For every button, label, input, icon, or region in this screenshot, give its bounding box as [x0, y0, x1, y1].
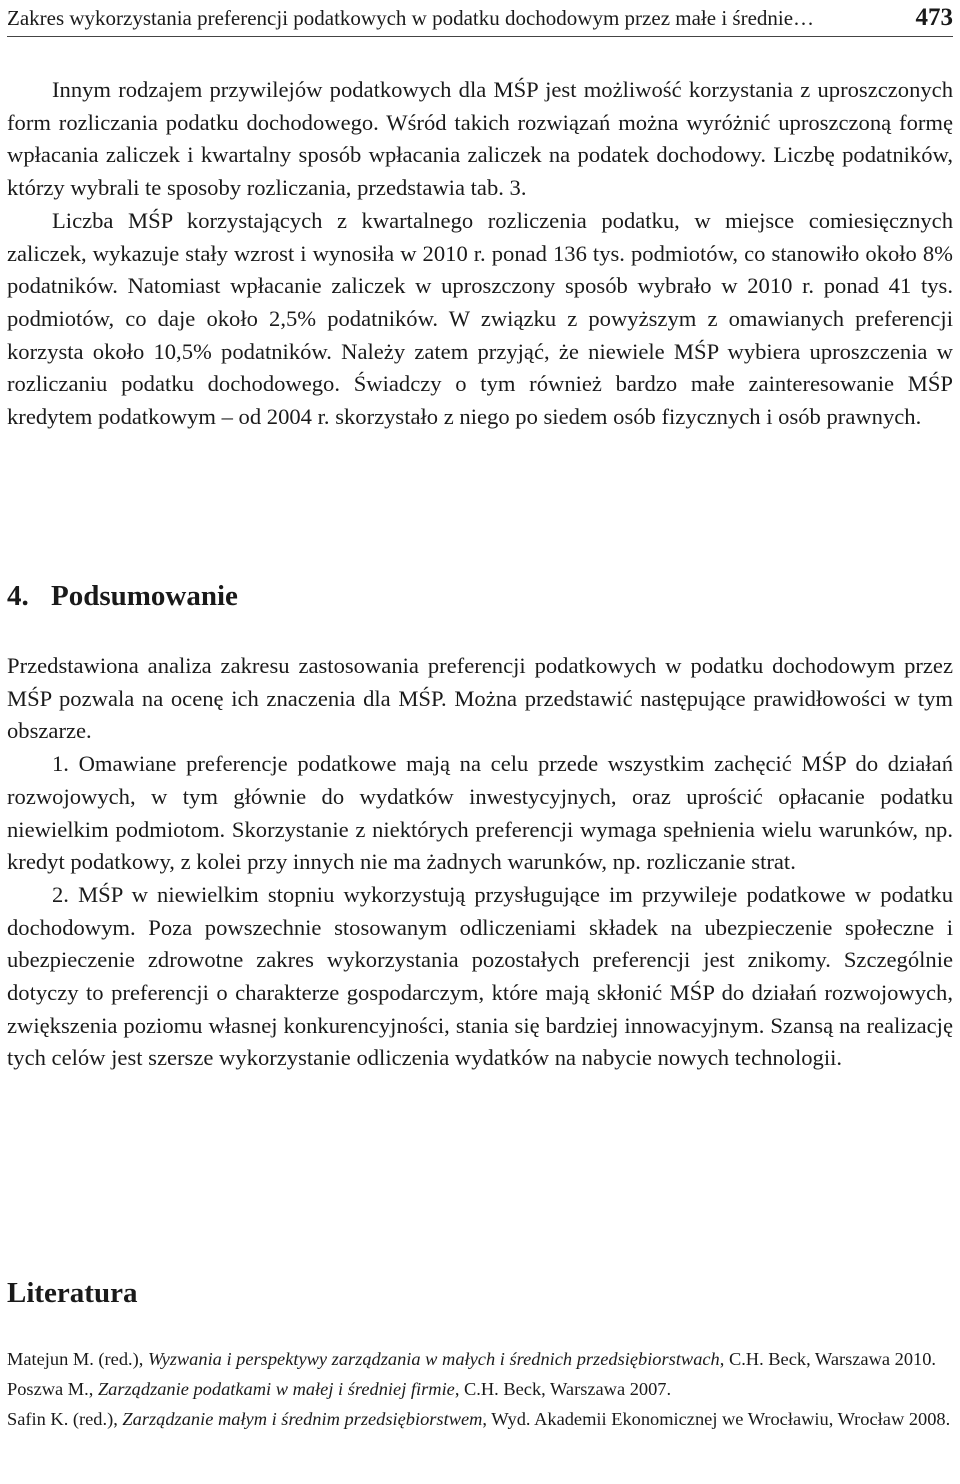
reference-item — [7, 1375, 953, 1403]
list-item: 1. Omawiane preferencje podatkowe mają na celu przede wszystkim zachęcić MŚP do działań rozwojowych, w tym głównie do wydatków inwestycyjnych, oraz uprościć opłacanie podatku niewielkim podmiotom. Skorzystanie z niektórych preferencji wymaga spełnienia wielu warunków, np. kredyt podatkowy, z kolei przy innych nie ma żadnych warunków, np. rozliczanie strat. — [7, 751, 953, 875]
reference-list — [7, 1345, 953, 1435]
list-item: 2. MŚP w niewielkim stopniu wykorzystują przysługujące im przywileje podatkowe w podatku dochodowym. Poza powszechnie stosowanym odliczeniami składek na ubezpieczenie społeczne i ubezpieczenie zdrowotne zakres wykorzystania pozostałych preferencji jest znikomy. Szczególnie dotyczy to preferencji o charakterze gospodarczym, które mają skłonić MŚP do działań rozwojowych, zwiększenia poziomu własnej konkurencyjności, stania się bardziej innowacyjnym. Szansą na realizację tych celów jest szersze wykorzystanie odliczenia wydatków na nabycie nowych technologii. — [7, 881, 953, 1071]
running-head-title: Zakres wykorzystania preferencji podatkowych w podatku dochodowym przez małe i średnie… — [7, 6, 815, 30]
running-head — [7, 6, 953, 37]
section-number: 4. — [7, 580, 29, 612]
reference-publisher: , C.H. Beck, Warszawa 2007. — [454, 1379, 672, 1399]
reference-item — [7, 1405, 953, 1433]
section-title: Podsumowanie — [51, 580, 238, 612]
reference-authors: Matejun M. (red.), — [7, 1349, 148, 1369]
reference-title: Zarządzanie podatkami w małej i średniej firmie — [97, 1379, 455, 1399]
reference-authors: Safin K. (red.), — [7, 1409, 123, 1429]
paragraph: Przedstawiona analiza zakresu zastosowania preferencji podatkowych w podatku dochodowym przez MŚP pozwala na ocenę ich znaczenia dla MŚP. Można przedstawić następujące prawidłowości w tym obszarze. — [7, 653, 953, 744]
reference-publisher: , C.H. Beck, Warszawa 2010. — [719, 1349, 937, 1369]
paragraph: Innym rodzajem przywilejów podatkowych dla MŚP jest możliwość korzystania z uproszczonych form rozliczania podatku dochodowego. Wśród takich rozwiązań można wyróżnić uproszczoną formę wpłacania zaliczek i kwartalny sposób wpłacania zaliczek na podatek dochodowy. Liczbę podatników, którzy wybrali te sposoby rozliczania, przedstawia tab. 3. — [7, 77, 953, 201]
reference-title: Wyzwania i perspektywy zarządzania w małych i średnich przedsiębiorstwach — [147, 1349, 720, 1369]
literature-heading: Literatura — [7, 1277, 138, 1309]
reference-item — [7, 1345, 953, 1373]
body-text-top — [7, 74, 953, 434]
reference-publisher: , Wyd. Akademii Ekonomicznej we Wrocławiu, Wrocław 2008. — [482, 1409, 951, 1429]
reference-authors: Poszwa M., — [7, 1379, 98, 1399]
section-heading — [7, 580, 238, 613]
page-number: 473 — [915, 4, 953, 31]
paragraph: Liczba MŚP korzystających z kwartalnego rozliczenia podatku, w miejsce comiesięcznych zaliczek, wykazuje stały wzrost i wynosiła w 2010 r. ponad 136 tys. podmiotów, co stanowiło około 8% podatników. Natomiast wpłacanie zaliczek w uproszczony sposób wybrało w 2010 r. ponad 41 tys. podmiotów, co daje około 2,5% podatników. W związku z powyższym z omawianych preferencji korzysta około 10,5% podatników. Należy zatem przyjąć, że niewiele MŚP wybiera uproszczenia w rozliczaniu podatku dochodowego. Świadczy o tym również bardzo małe zainteresowanie MŚP kredytem podatkowym – od 2004 r. skorzystało z niego po siedem osób fizycznych i osób prawnych. — [7, 207, 953, 430]
reference-title: Zarządzanie małym i średnim przedsiębiorstwem — [122, 1409, 483, 1429]
body-text-summary — [7, 650, 953, 1075]
